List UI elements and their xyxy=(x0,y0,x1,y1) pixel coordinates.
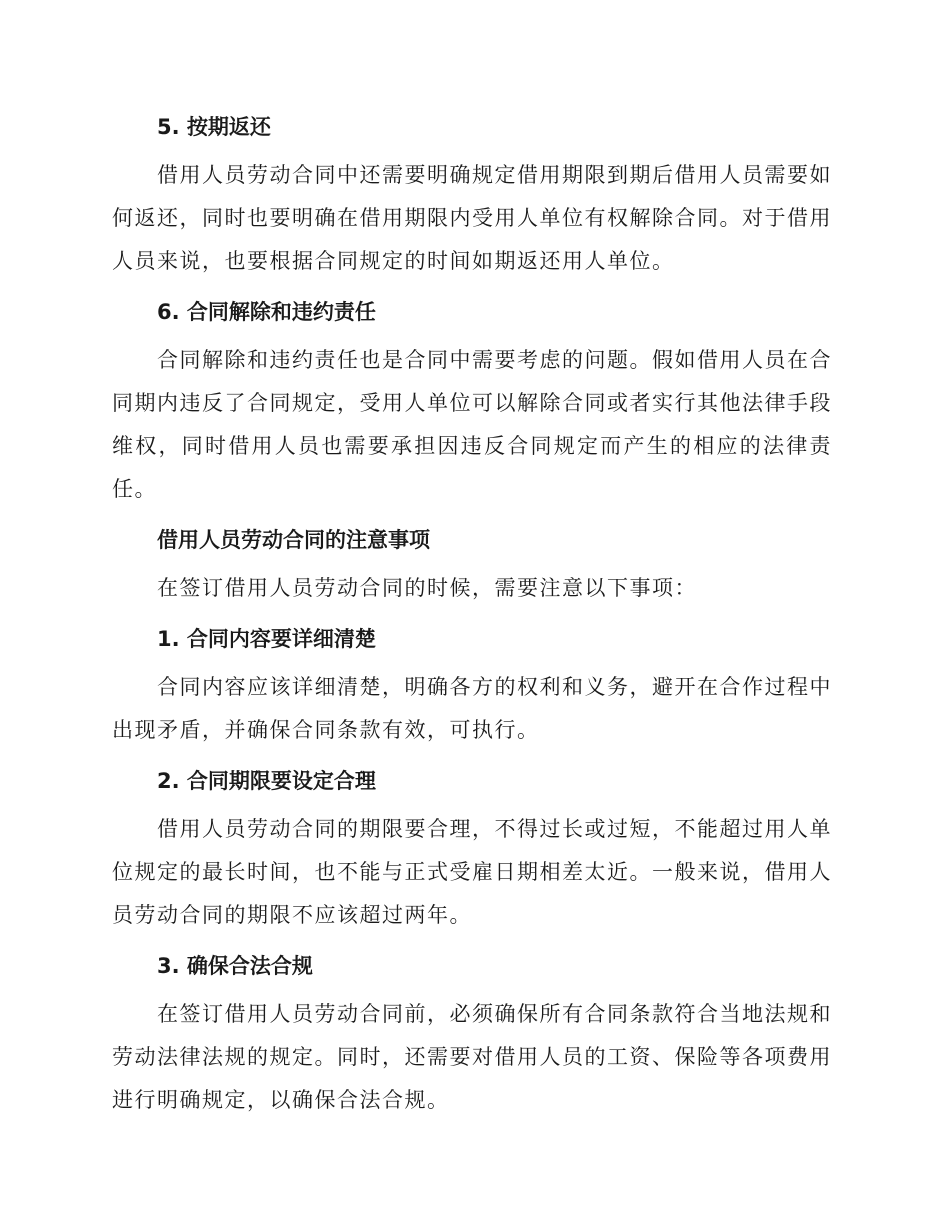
section-body-2: 借用人员劳动合同的期限要合理，不得过长或过短，不能超过用人单位规定的最长时间，也不能与正式受雇日期相差太近。一般来说，借用人员劳动合同的期限不应该超过两年。 xyxy=(112,817,832,927)
section-heading-1: 1. 合同内容要详细清楚 xyxy=(157,627,376,651)
section-heading-5: 5. 按期返还 xyxy=(157,115,271,139)
section-body-6: 合同解除和违约责任也是合同中需要考虑的问题。假如借用人员在合同期内违反了合同规定，受用人单位可以解除合同或者实行其他法律手段维权，同时借用人员也需要承担因违反合同规定而产生的相应的法律责任。 xyxy=(112,348,832,501)
section-heading-6: 6. 合同解除和违约责任 xyxy=(157,300,376,324)
section-heading-3: 3. 确保合法合规 xyxy=(157,954,313,978)
section-body-1: 合同内容应该详细清楚，明确各方的权利和义务，避开在合作过程中出现矛盾，并确保合同条款有效，可执行。 xyxy=(112,675,832,742)
section-body-3: 在签订借用人员劳动合同前，必须确保所有合同条款符合当地法规和劳动法律法规的规定。同时，还需要对借用人员的工资、保险等各项费用进行明确规定，以确保合法合规。 xyxy=(112,1002,832,1112)
document-page xyxy=(112,104,832,1122)
section-heading-2: 2. 合同期限要设定合理 xyxy=(157,769,376,793)
section-body-notes: 在签订借用人员劳动合同的时候，需要注意以下事项： xyxy=(157,576,697,600)
section-heading-notes: 借用人员劳动合同的注意事项 xyxy=(157,528,430,552)
section-body-5: 借用人员劳动合同中还需要明确规定借用期限到期后借用人员需要如何返还，同时也要明确在借用期限内受用人单位有权解除合同。对于借用人员来说，也要根据合同规定的时间如期返还用人单位。 xyxy=(112,163,832,273)
